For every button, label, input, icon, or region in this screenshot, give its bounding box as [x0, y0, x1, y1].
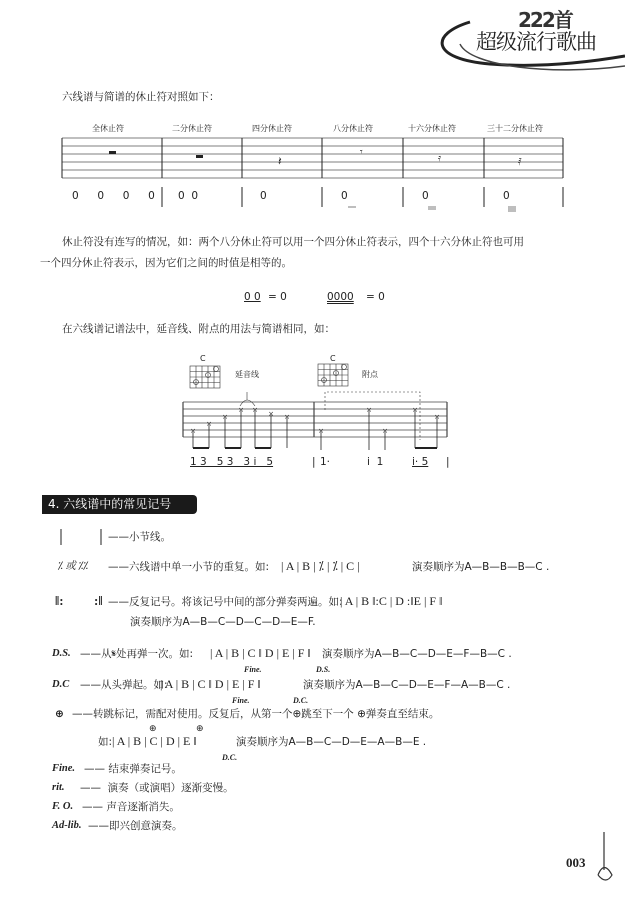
rest-number: 0 [341, 190, 348, 202]
rest-number: 0 0 [178, 190, 199, 202]
coda-mark-icon: ⊕ [149, 724, 157, 734]
repeat-end-symbol: :‖ [94, 593, 103, 608]
coda-desc: ——转跳标记，需配对使用。反复后，从第一个⊕跳至下一个 ⊕弹奏直至结束。 [72, 708, 440, 720]
chord-name: C [330, 354, 336, 363]
svg-text:𝄾: 𝄾 [360, 147, 363, 158]
svg-text:×: × [434, 413, 440, 421]
repeat-bar-order: 演奏顺序为A—B—B—B—C . [412, 561, 550, 573]
tab-numbers: i· 5 [412, 456, 429, 468]
svg-text:×: × [206, 420, 212, 428]
ds-example: | A | B | C ‖ D | E | F ‖ [210, 646, 311, 660]
svg-text:×: × [238, 406, 244, 414]
rest-label: 三十二分休止符 [487, 124, 543, 133]
svg-text:𝅀: 𝅀 [518, 157, 522, 168]
dc-mark: D.C. [293, 696, 309, 705]
rest-staff [55, 135, 570, 215]
rit-desc: —— 演奏（或演唱）逐渐变慢。 [80, 782, 234, 794]
dc-example: | A | B | C ‖ D | E | F ‖ [160, 677, 261, 691]
equation-rhs: = 0 [268, 291, 287, 303]
dc-order: 演奏顺序为A—B—C—D—E—F—A—B—C . [303, 679, 511, 691]
fine-label: Fine. [52, 763, 76, 774]
repeat-bar-example: | A | B | ⁒ | ⁒ | C | [281, 559, 360, 573]
tab-numbers: i 1 [367, 456, 384, 468]
coda-symbol-icon: ⊕ [55, 708, 64, 720]
coda-example: | A | B | C | D | E ‖ [112, 734, 197, 748]
repeat-start-symbol: ‖: [55, 593, 64, 608]
equation-rhs: = 0 [366, 291, 385, 303]
equation-lhs: 0000 [327, 291, 354, 303]
equation-lhs: 0 0 [244, 291, 261, 303]
tab-example-staff [175, 350, 455, 455]
ds-mark: D.S. [316, 665, 331, 674]
ds-fine: Fine. [244, 665, 262, 674]
logo-number: 222首 [518, 8, 572, 32]
svg-text:×: × [366, 406, 372, 414]
guitar-figure-icon [590, 830, 620, 885]
rest-label: 四分休止符 [252, 124, 292, 133]
intro-text: 六线谱与简谱的休止符对照如下： [62, 91, 220, 103]
book-logo [430, 4, 625, 78]
tie-label: 延音线 [235, 370, 259, 379]
ds-desc: ——从𝄋处再弹一次。如: [80, 648, 194, 660]
repeat-example: | A | B ‖:C | D :‖E | F ‖ [340, 594, 443, 608]
coda-dc-mark: D.C. [222, 753, 238, 762]
repeat-bar-symbol: ⁒ 或 ⁒⁒ [58, 561, 88, 572]
barline-symbol [58, 528, 108, 546]
rest-label: 八分休止符 [333, 124, 373, 133]
barline-desc: ——小节线。 [108, 531, 171, 543]
rest-label: 全休止符 [92, 124, 124, 133]
coda-mark-icon: ⊕ [196, 724, 204, 734]
ds-order: 演奏顺序为A—B—C—D—E—F—B—C . [322, 648, 512, 660]
svg-text:×: × [412, 406, 418, 414]
logo-title: 超级流行歌曲 [476, 30, 596, 54]
page-number: 003 [566, 855, 586, 870]
svg-text:×: × [190, 427, 196, 435]
tab-numbers: 1 3 5 3 3 i 5 [190, 456, 274, 468]
dot-label: 附点 [362, 370, 378, 379]
svg-text:×: × [268, 410, 274, 418]
paragraph-rests: 休止符没有连写的情况，如：两个八分休止符可以用一个四分休止符表示，四个十六分休止符也可用 [62, 236, 524, 248]
svg-text:×: × [222, 413, 228, 421]
dc-fine: Fine. [232, 696, 250, 705]
rest-number: 0 0 0 0 [72, 190, 155, 202]
svg-text:×: × [252, 406, 258, 414]
ds-label: D.S. [52, 648, 71, 659]
barline: | [446, 456, 450, 468]
coda-prefix: 如: [98, 736, 113, 748]
section-heading: 4. 六线谱中的常见记号 [42, 495, 197, 514]
svg-text:×: × [318, 427, 324, 435]
svg-text:𝄿: 𝄿 [438, 153, 442, 164]
coda-order: 演奏顺序为A—B—C—D—E—A—B—E . [236, 736, 427, 748]
adlib-desc: ——即兴创意演奏。 [88, 820, 183, 832]
dc-label: D.C [52, 679, 70, 690]
paragraph-tie-dot: 在六线谱记谱法中，延音线、附点的用法与简谱相同，如： [62, 323, 335, 335]
rit-label: rit. [52, 782, 65, 793]
adlib-label: Ad-lib. [52, 820, 82, 831]
svg-text:×: × [382, 427, 388, 435]
rest-label: 二分休止符 [172, 124, 212, 133]
fine-desc: —— 结束弹奏记号。 [84, 763, 182, 775]
rest-number: 0 [260, 190, 267, 202]
rest-number: 0 [422, 190, 429, 202]
chord-name: C [200, 354, 206, 363]
rest-label: 十六分休止符 [408, 124, 456, 133]
svg-text:𝄽: 𝄽 [278, 154, 282, 168]
repeat-bar-desc: ——六线谱中单一小节的重复。如: [108, 561, 270, 573]
fo-label: F. O. [52, 801, 74, 812]
rest-number: 0 [503, 190, 510, 202]
tab-numbers: 1· [320, 456, 331, 468]
fo-desc: —— 声音逐渐消失。 [82, 801, 180, 813]
barline: | [312, 456, 316, 468]
dc-desc: ——从头弹起。如: [80, 679, 168, 691]
repeat-order: 演奏顺序为A—B—C—D—C—D—E—F. [130, 616, 316, 628]
repeat-desc: ——反复记号。将该记号中间的部分弹奏两遍。如: [108, 596, 343, 608]
paragraph-rests-cont: 一个四分休止符表示，因为它们之间的时值是相等的。 [40, 257, 292, 269]
svg-text:×: × [284, 413, 290, 421]
